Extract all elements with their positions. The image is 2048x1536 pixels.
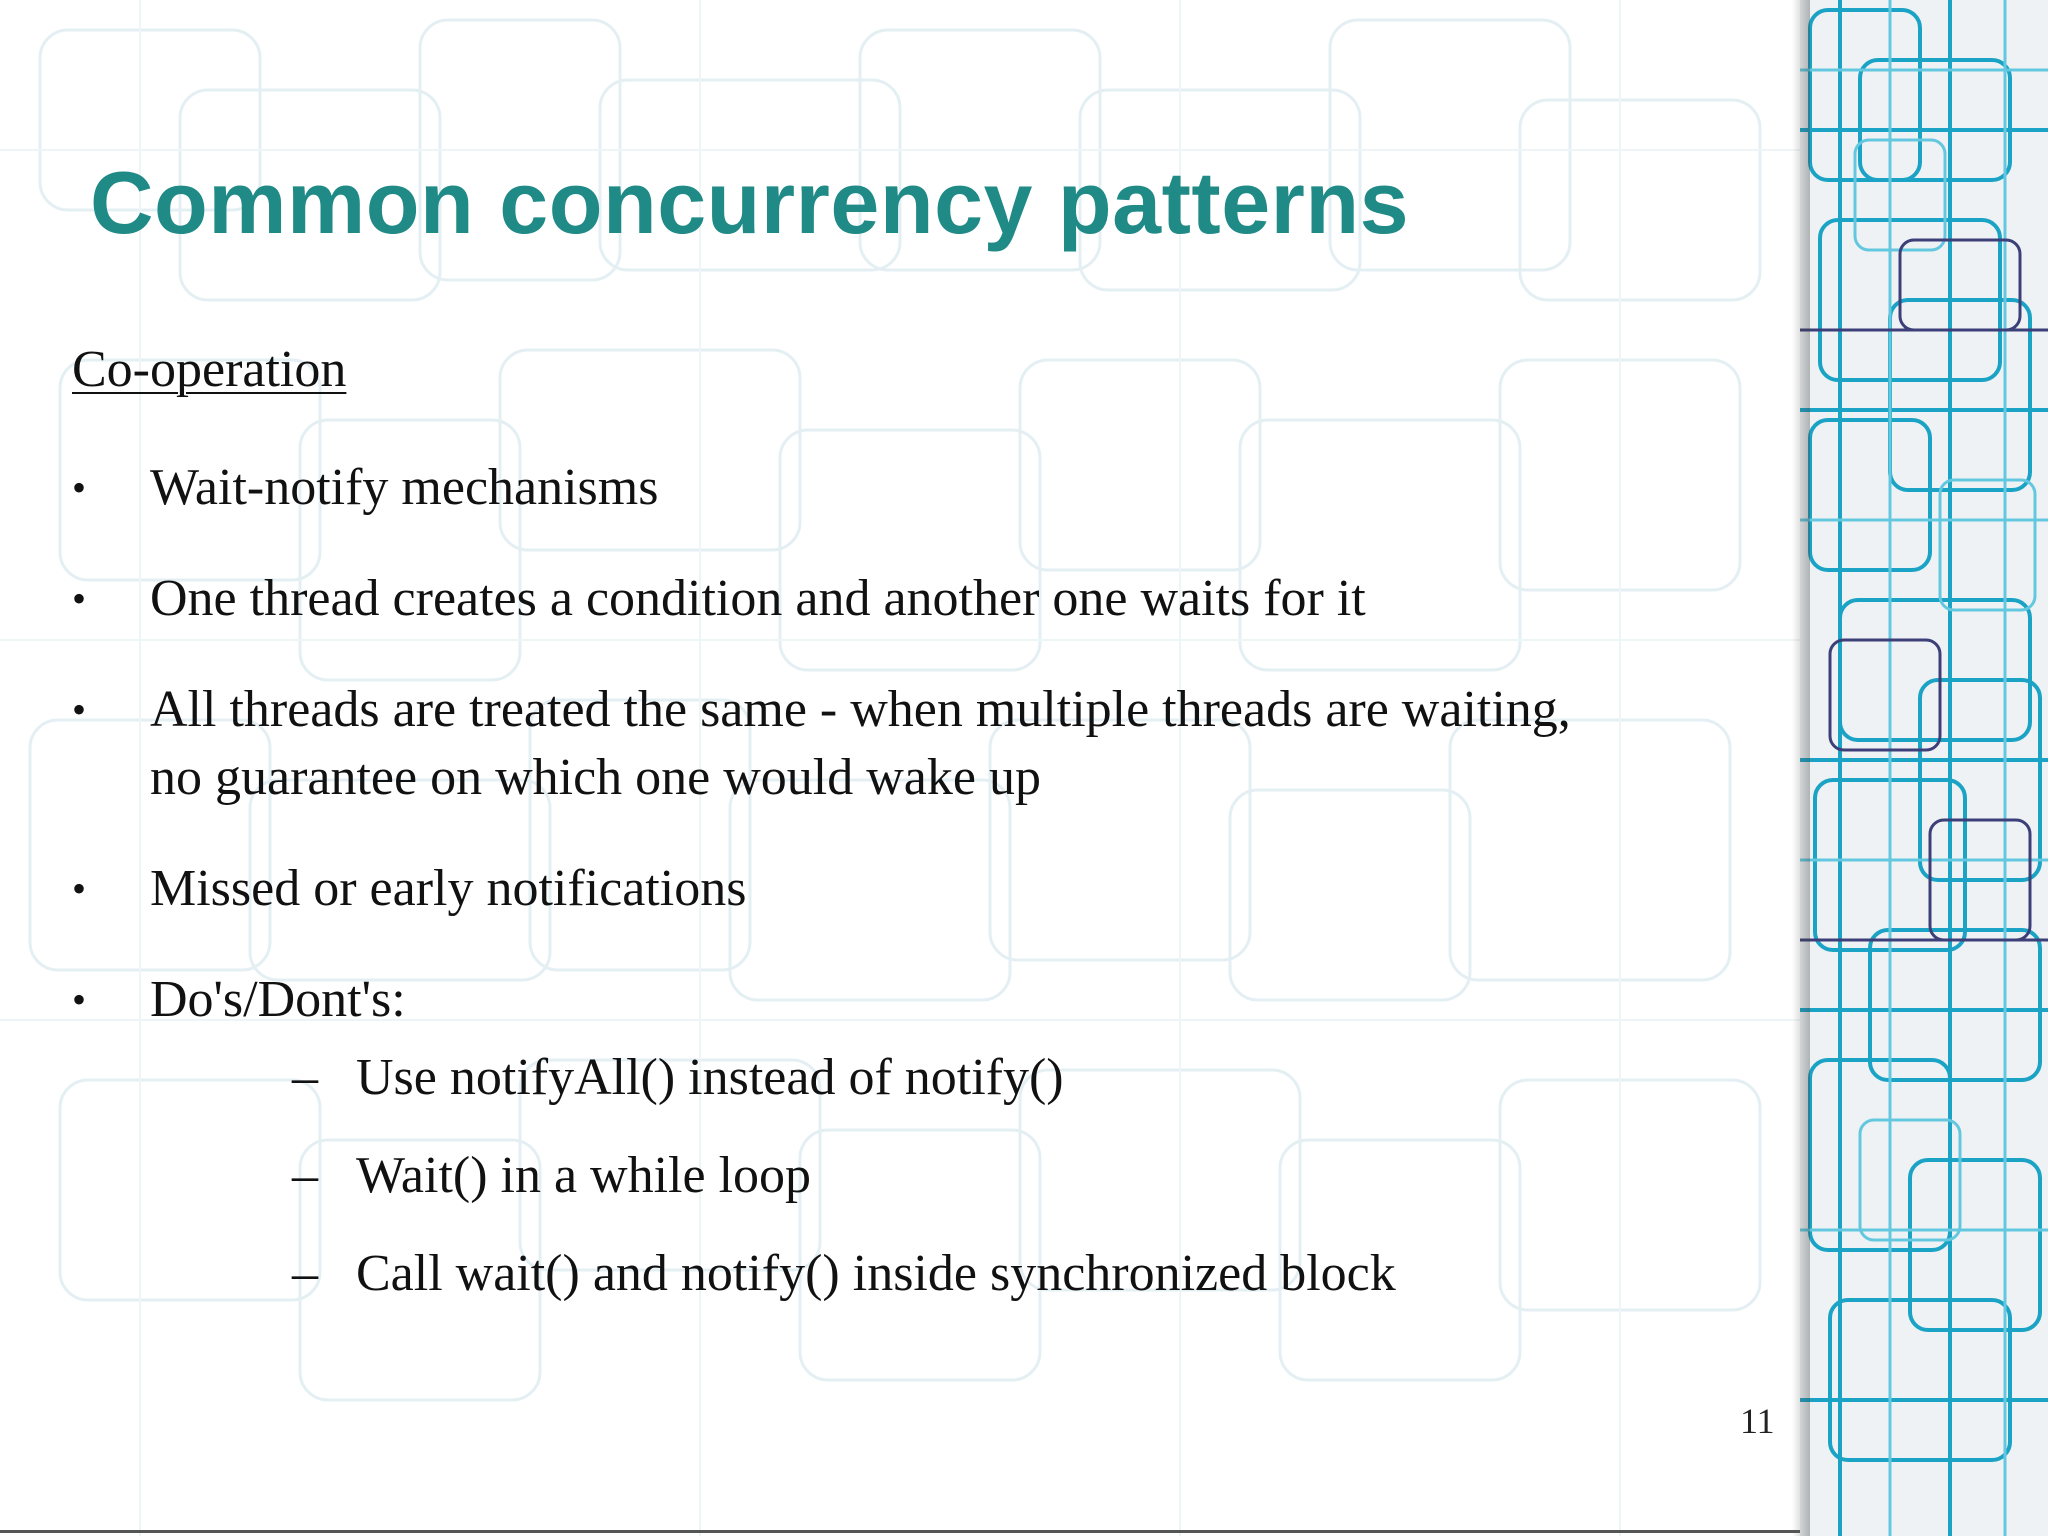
slide-title: Common concurrency patterns: [90, 153, 1410, 252]
bullet-icon: •: [72, 465, 87, 510]
bullet-icon: •: [72, 576, 87, 621]
sub-item-text: Use notifyAll() instead of notify(): [356, 1049, 1064, 1106]
dash-icon: –: [292, 1147, 318, 1204]
bullet-icon: •: [72, 866, 87, 911]
bottom-rule: [0, 1530, 1800, 1533]
page-number: 11: [1740, 1401, 1775, 1441]
sub-item-text: Wait() in a while loop: [356, 1147, 812, 1204]
bullet-icon: •: [72, 977, 87, 1022]
bullet-text: Missed or early notifications: [150, 860, 747, 917]
bullet-text: Wait-notify mechanisms: [150, 459, 659, 516]
bullet-text-line-1: All threads are treated the same - when multiple threads are waiting,: [150, 681, 1571, 738]
dash-icon: –: [292, 1245, 318, 1302]
bullet-text-line-2: no guarantee on which one would wake up: [150, 749, 1041, 806]
section-heading: Co-operation: [72, 341, 347, 398]
dash-icon: –: [292, 1049, 318, 1106]
decorative-side-strip: [1800, 0, 2048, 1536]
bullet-icon: •: [72, 687, 87, 732]
bullet-text: Do's/Dont's:: [150, 971, 406, 1028]
sub-item-text: Call wait() and notify() inside synchronized block: [356, 1245, 1396, 1302]
bullet-text: One thread creates a condition and another one waits for it: [150, 570, 1366, 627]
strip-shadow: [1792, 0, 1810, 1536]
circuit-pattern-icon: [1800, 0, 2048, 1536]
